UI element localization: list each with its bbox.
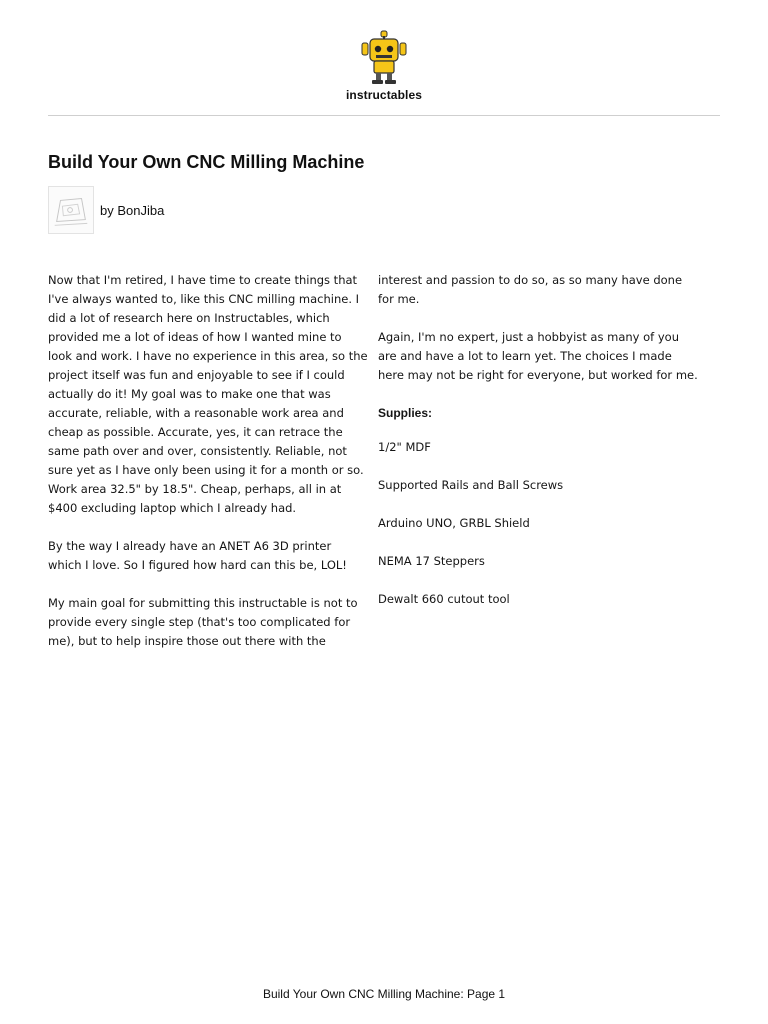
header-divider <box>48 115 720 116</box>
intro-paragraph: Now that I'm retired, I have time to create things that I've always wanted to, like this CNC milling machine. I did a lot of research here on Instructables, which provided me a lot of ideas of how I wanted mine to look and work. I have no experience in this area, so the project itself was fun and enjoyable to see if I could actually do it! My goal was to make one that was accurate, reliable, with a reasonable work area and cheap as possible. Accurate, yes, it can retrace the same path over and over, consistently. Reliable, not sure yet as I have only been using it for a month or so. Work area 32.5" by 18.5". Cheap, perhaps, all in at $400 excluding laptop which I already had. <box>48 273 368 515</box>
intro-paragraph: My main goal for submitting this instructable is not to provide every single step (that's too complicated for me), but to help inspire those out there with the <box>48 596 358 648</box>
site-logo[interactable] <box>0 30 768 102</box>
body-paragraph: Again, I'm no expert, just a hobbyist as many of you are and have a lot to learn yet. The choices I made here may not be right for everyone, but worked for me. <box>378 330 698 382</box>
supply-item: NEMA 17 Steppers <box>378 554 485 568</box>
page-footer: Build Your Own CNC Milling Machine: Page 1 <box>262 987 506 1001</box>
supplies-heading: Supplies: <box>378 406 433 420</box>
supply-item: Dewalt 660 cutout tool <box>378 592 510 606</box>
supply-item: Arduino UNO, GRBL Shield <box>378 516 530 530</box>
left-column <box>48 271 368 670</box>
right-column <box>378 271 698 628</box>
instructables-robot-icon <box>358 30 410 86</box>
supply-item: 1/2" MDF <box>378 440 431 454</box>
author-avatar[interactable] <box>48 186 94 234</box>
supply-item: Supported Rails and Ball Screws <box>378 478 564 492</box>
author-byline[interactable]: by BonJiba <box>100 203 165 218</box>
logo-text: instructables <box>346 88 422 102</box>
body-paragraph: interest and passion to do so, as so many have done for me. <box>378 273 683 306</box>
article-title: Build Your Own CNC Milling Machine <box>48 152 365 172</box>
intro-paragraph: By the way I already have an ANET A6 3D printer which I love. So I figured how hard can this be, LOL! <box>48 539 347 572</box>
